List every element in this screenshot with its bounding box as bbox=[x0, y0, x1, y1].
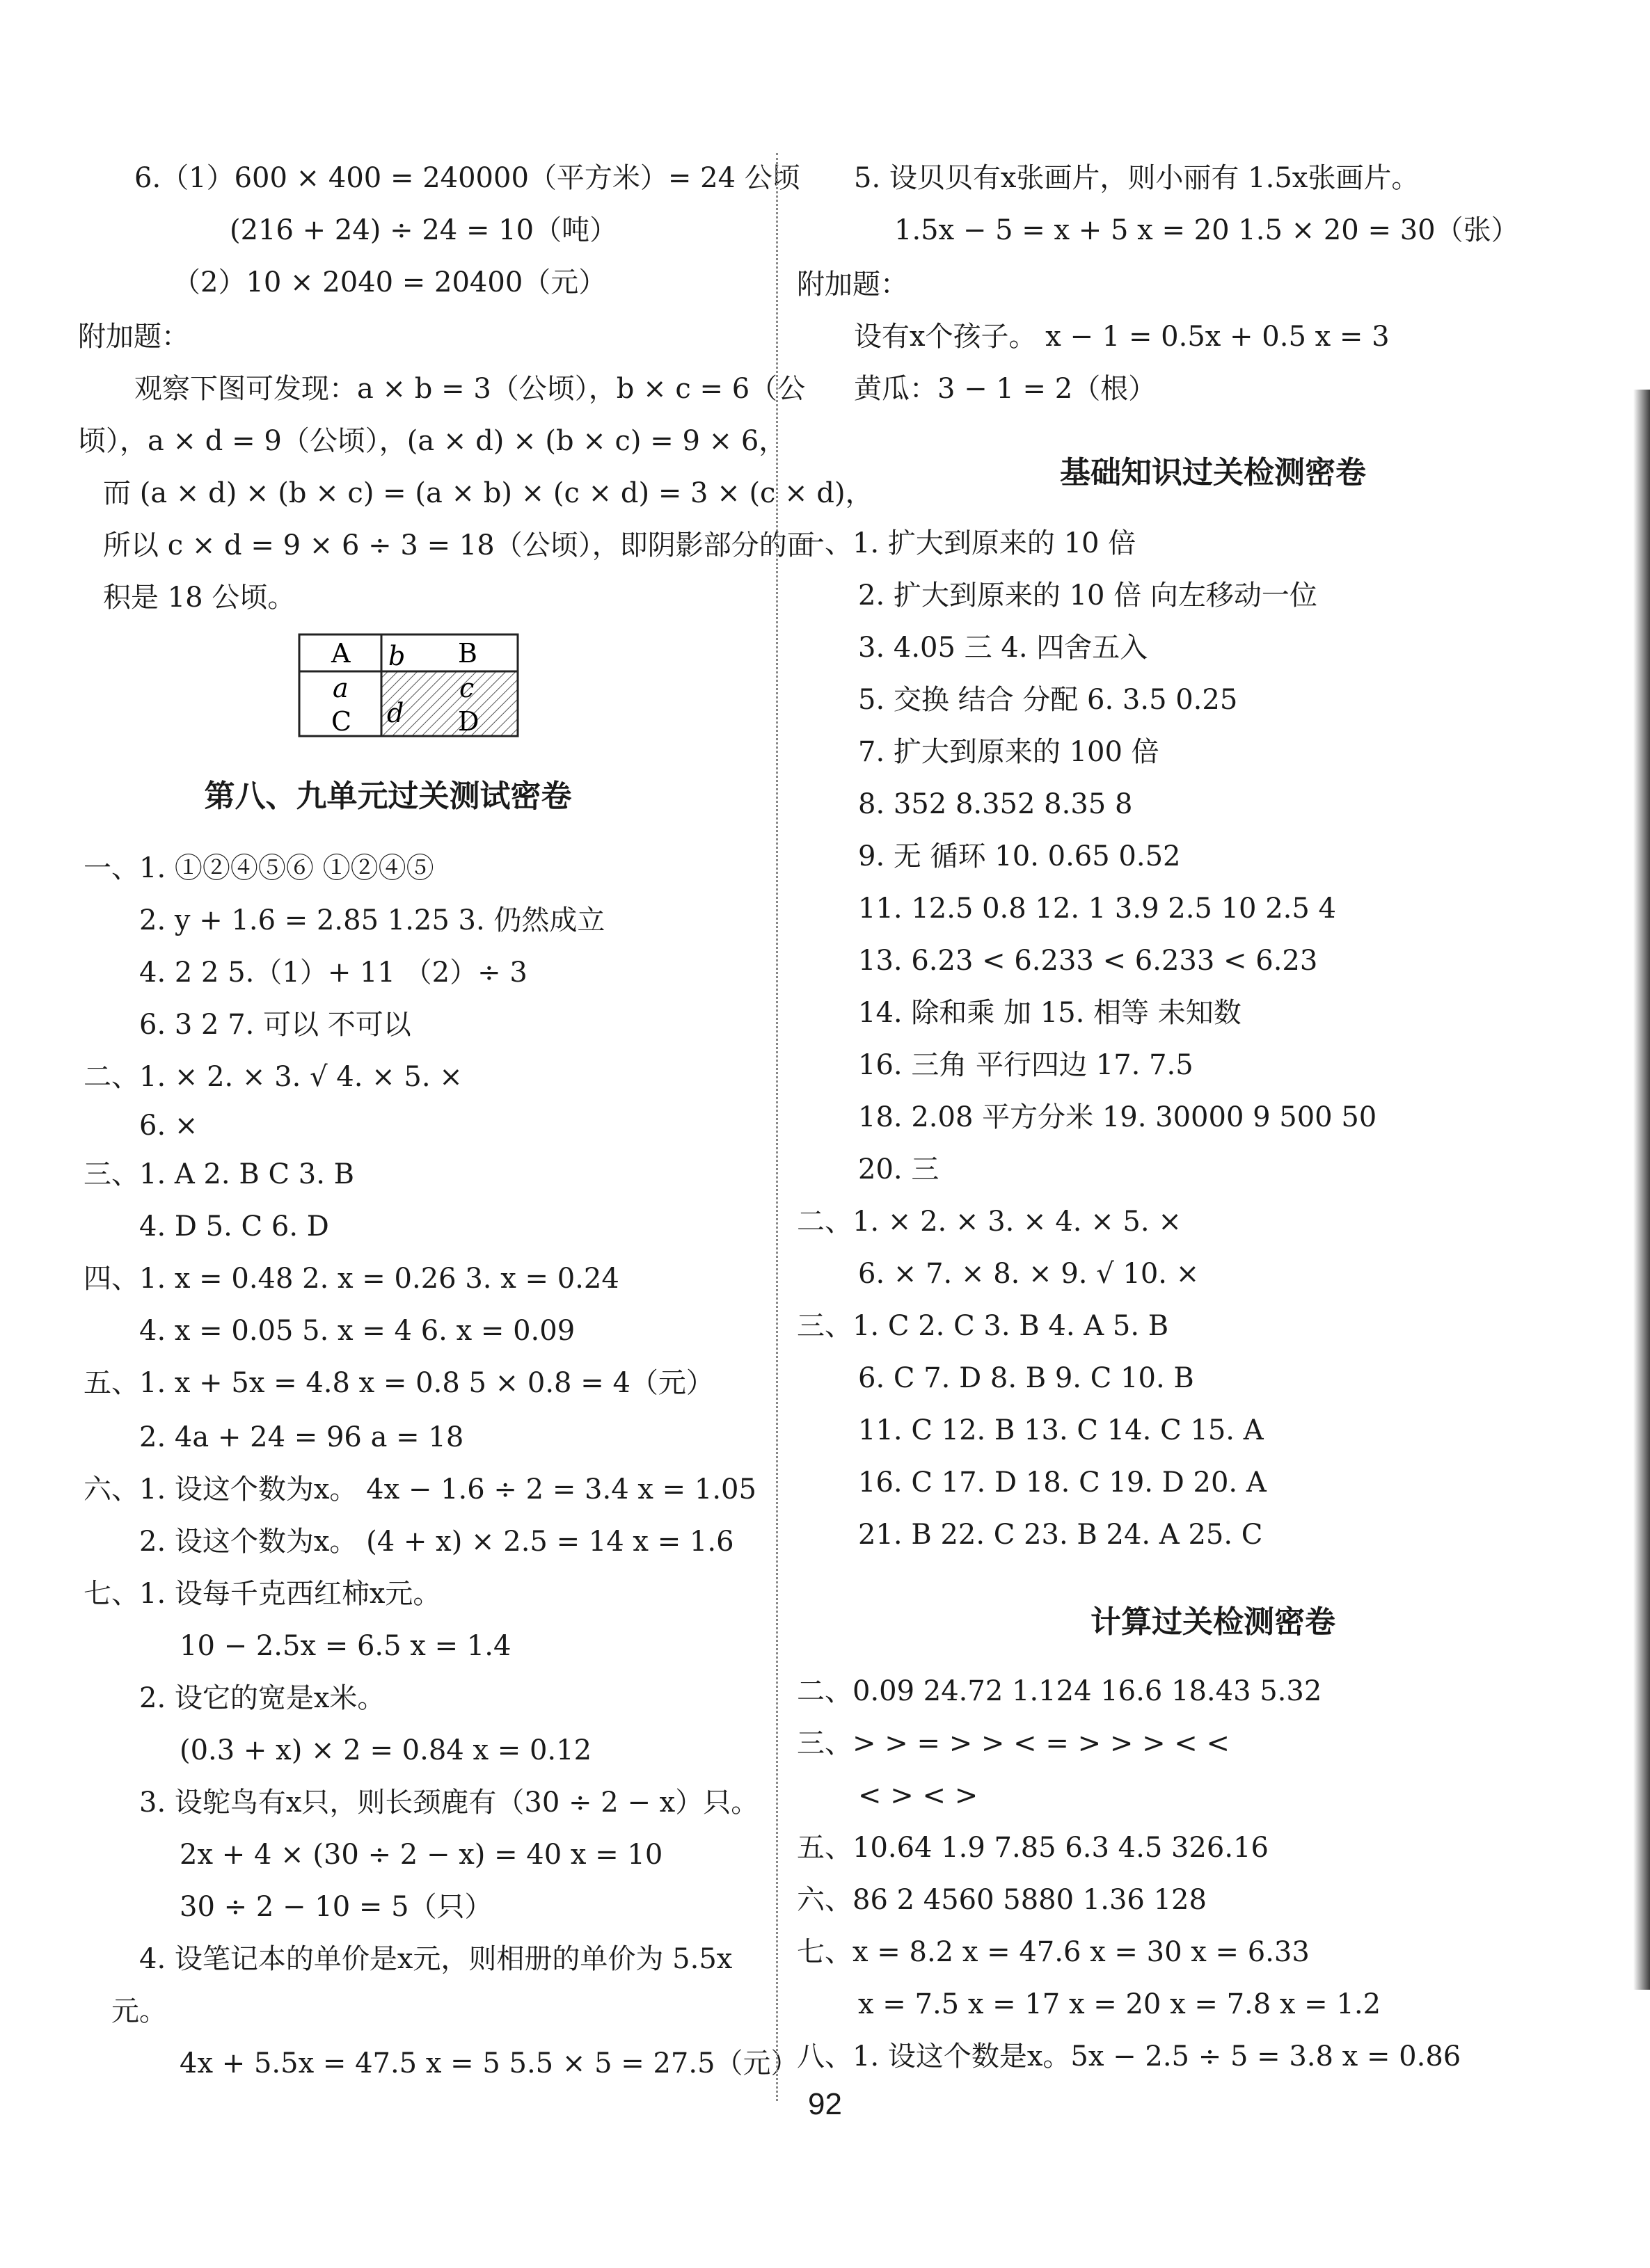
answer-line: 5. 设贝贝有x张画片，则小丽有 1.5x张画片。 bbox=[854, 162, 1420, 194]
answer-line: 六、86 2 4560 5880 1.36 128 bbox=[797, 1884, 1207, 1916]
answer-line: 六、1. 设这个数为x。 4x − 1.6 ÷ 2 = 3.4 x = 1.05 bbox=[84, 1474, 756, 1506]
answer-line: 2. y + 1.6 = 2.85 1.25 3. 仍然成立 bbox=[139, 904, 605, 936]
page-number: 92 bbox=[808, 2087, 842, 2121]
answer-line: < > < > bbox=[858, 1780, 978, 1812]
answer-line: 观察下图可发现：a × b = 3（公顷），b × c = 6（公 bbox=[134, 373, 806, 405]
grid-label: a bbox=[333, 673, 349, 703]
answer-line: 七、1. 设每千克西红柿x元。 bbox=[84, 1578, 441, 1610]
answer-line: 16. 三角 平行四边 17. 7.5 bbox=[858, 1049, 1193, 1081]
answer-line: 积是 18 公顷。 bbox=[103, 582, 296, 614]
answer-line: （2）10 × 2040 = 20400（元） bbox=[173, 266, 607, 298]
answer-line: (216 + 24) ÷ 24 = 10（吨） bbox=[230, 214, 618, 246]
answer-line: 11. C 12. B 13. C 14. C 15. A bbox=[858, 1414, 1264, 1446]
answer-line: 二、1. × 2. × 3. √ 4. × 5. × bbox=[84, 1061, 463, 1093]
answer-line: 三、1. A 2. B C 3. B bbox=[84, 1158, 355, 1190]
answer-line: 18. 2.08 平方分米 19. 30000 9 500 50 bbox=[858, 1101, 1377, 1133]
answer-line: 4x + 5.5x = 47.5 x = 5 5.5 × 5 = 27.5（元） bbox=[180, 2047, 799, 2079]
answer-line: 13. 6.23 < 6.233 < 6.233 < 6.23 bbox=[858, 945, 1318, 977]
answer-line: 元。 bbox=[111, 1995, 167, 2027]
answer-line: 7. 扩大到原来的 100 倍 bbox=[858, 736, 1159, 768]
answer-line: 16. C 17. D 18. C 19. D 20. A bbox=[858, 1467, 1267, 1499]
answer-line: 2. 扩大到原来的 10 倍 向左移动一位 bbox=[858, 580, 1317, 612]
answer-line: 6. × 7. × 8. × 9. √ 10. × bbox=[858, 1258, 1200, 1290]
bonus-heading: 附加题： bbox=[78, 321, 189, 353]
answer-line: 30 ÷ 2 − 10 = 5（只） bbox=[180, 1891, 493, 1923]
answer-line: 三、> > = > > < = > > > < < bbox=[797, 1727, 1230, 1759]
answer-line: x = 7.5 x = 17 x = 20 x = 7.8 x = 1.2 bbox=[858, 1988, 1381, 2020]
section-title: 第八、九单元过关测试密卷 bbox=[204, 778, 572, 814]
bonus-heading: 附加题： bbox=[797, 269, 908, 301]
answer-line: 4. D 5. C 6. D bbox=[139, 1211, 329, 1243]
answer-line: 6.（1）600 × 400 = 240000（平方米）= 24 公顷 bbox=[134, 162, 800, 194]
answer-line: 黄瓜：3 − 1 = 2（根） bbox=[854, 373, 1157, 405]
answer-line: 4. 设笔记本的单价是x元，则相册的单价为 5.5x bbox=[139, 1943, 733, 1975]
answer-line: 1.5x − 5 = x + 5 x = 20 1.5 × 20 = 30（张） bbox=[894, 214, 1519, 246]
answer-line: 二、0.09 24.72 1.124 16.6 18.43 5.32 bbox=[797, 1675, 1322, 1707]
answer-line: 21. B 22. C 23. B 24. A 25. C bbox=[858, 1519, 1263, 1551]
answer-line: 设有x个孩子。 x − 1 = 0.5x + 0.5 x = 3 bbox=[854, 321, 1390, 353]
area-grid-figure bbox=[298, 633, 519, 737]
answer-line: 3. 设鸵鸟有x只，则长颈鹿有（30 ÷ 2 − x）只。 bbox=[139, 1787, 759, 1819]
grid-label: A bbox=[331, 638, 351, 669]
answer-line: 6. C 7. D 8. B 9. C 10. B bbox=[858, 1362, 1194, 1394]
column-divider bbox=[776, 153, 778, 2101]
answer-line: 4. x = 0.05 5. x = 4 6. x = 0.09 bbox=[139, 1315, 576, 1347]
section-title: 计算过关检测密卷 bbox=[1090, 1604, 1335, 1640]
answer-line: 2. 设它的宽是x米。 bbox=[139, 1682, 386, 1714]
answer-line: 2. 4a + 24 = 96 a = 18 bbox=[139, 1421, 464, 1453]
answer-line: 而 (a × d) × (b × c) = (a × b) × (c × d) = 3 × (c × d)， bbox=[103, 477, 873, 509]
answer-line: 三、1. C 2. C 3. B 4. A 5. B bbox=[797, 1310, 1169, 1342]
grid-label: D bbox=[458, 706, 479, 737]
answer-line: 20. 三 bbox=[858, 1153, 939, 1185]
answer-line: 14. 除和乘 加 15. 相等 未知数 bbox=[858, 997, 1242, 1029]
answer-line: (0.3 + x) × 2 = 0.84 x = 0.12 bbox=[180, 1734, 592, 1766]
section-title: 基础知识过关检测密卷 bbox=[1060, 455, 1366, 490]
grid-label: c bbox=[459, 673, 475, 703]
answer-line: 2. 设这个数为x。 (4 + x) × 2.5 = 14 x = 1.6 bbox=[139, 1526, 734, 1558]
answer-line: 五、1. x + 5x = 4.8 x = 0.8 5 × 0.8 = 4（元） bbox=[84, 1367, 714, 1399]
answer-line: 一、1. ①②④⑤⑥ ①②④⑤ bbox=[84, 852, 434, 884]
answer-line: 五、10.64 1.9 7.85 6.3 4.5 326.16 bbox=[797, 1832, 1269, 1864]
answer-line: 3. 4.05 三 4. 四舍五入 bbox=[858, 632, 1148, 664]
answer-line: 9. 无 循环 10. 0.65 0.52 bbox=[858, 840, 1181, 872]
answer-line: 2x + 4 × (30 ÷ 2 − x) = 40 x = 10 bbox=[180, 1839, 663, 1871]
answer-line: 10 − 2.5x = 6.5 x = 1.4 bbox=[180, 1630, 511, 1662]
grid-label: d bbox=[387, 698, 404, 728]
answer-line: 七、x = 8.2 x = 47.6 x = 30 x = 6.33 bbox=[797, 1936, 1310, 1968]
answer-line: 所以 c × d = 9 × 6 ÷ 3 = 18（公顷），即阴影部分的面 bbox=[103, 529, 815, 561]
answer-line: 5. 交换 结合 分配 6. 3.5 0.25 bbox=[858, 684, 1238, 716]
answer-line: 6. × bbox=[139, 1110, 198, 1142]
answer-line: 8. 352 8.352 8.35 8 bbox=[858, 788, 1133, 820]
answer-line: 八、1. 设这个数是x。5x − 2.5 ÷ 5 = 3.8 x = 0.86 bbox=[797, 2041, 1461, 2073]
grid-label: B bbox=[458, 638, 477, 669]
answer-line: 顷），a × d = 9（公顷），(a × d) × (b × c) = 9 × 6， bbox=[78, 425, 787, 457]
scan-edge-shadow bbox=[1633, 390, 1650, 1990]
answer-line: 二、1. × 2. × 3. × 4. × 5. × bbox=[797, 1206, 1182, 1238]
answer-line: 11. 12.5 0.8 12. 1 3.9 2.5 10 2.5 4 bbox=[858, 893, 1336, 925]
grid-label: b bbox=[388, 641, 406, 671]
grid-label: C bbox=[331, 706, 352, 737]
answer-line: 四、1. x = 0.48 2. x = 0.26 3. x = 0.24 bbox=[84, 1263, 619, 1295]
answer-line: 一、1. 扩大到原来的 10 倍 bbox=[797, 527, 1136, 559]
answer-line: 6. 3 2 7. 可以 不可以 bbox=[139, 1009, 411, 1041]
answer-line: 4. 2 2 5.（1）+ 11 （2）÷ 3 bbox=[139, 957, 527, 989]
